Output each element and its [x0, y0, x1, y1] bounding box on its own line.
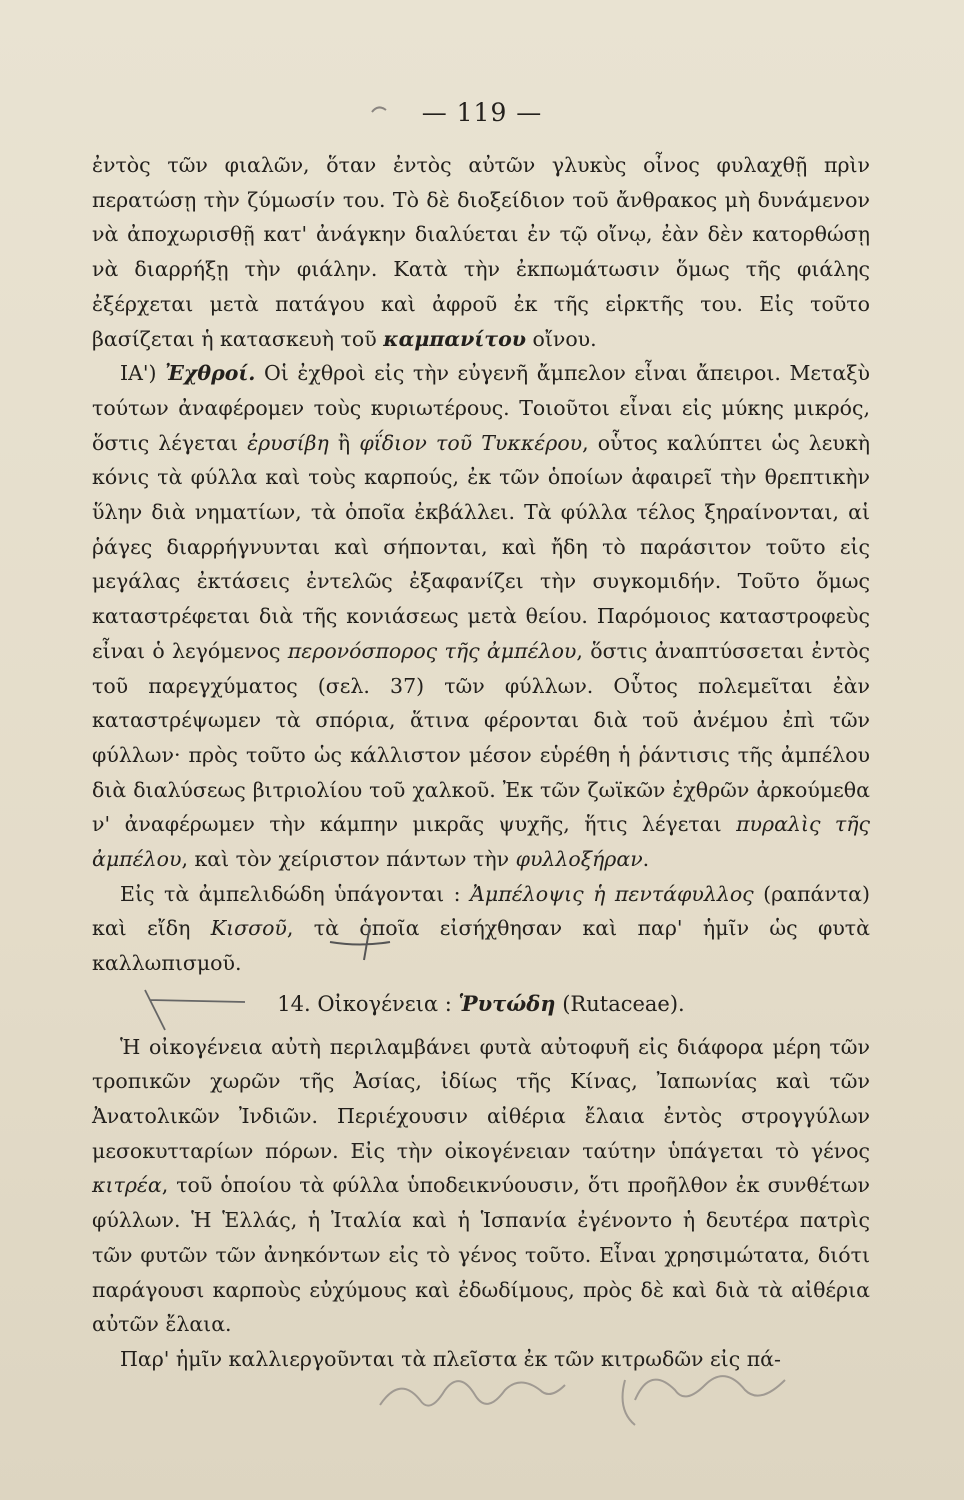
pencil-mark-top [372, 107, 386, 112]
term-kampanitou: καμπανίτου [383, 326, 526, 351]
paragraph-rutaceae: Ἡ οἰκογένεια αὐτὴ περιλαμβάνει φυτὰ αὐτοφυῆ εἰς διάφορα μέρη τῶν τροπικῶν χωρῶν τῆς Ἀσίας, ἰδίως τῆς Κίνας, Ἰαπωνίας καὶ τῶν Ἀνατολικῶν Ἰνδιῶν. Περιέχουσιν αἰθέρια ἔλαια ἐντὸς στρογγύλων μεσοκυτταρίων πόρων. Εἰς τὴν οἰκογένειαν ταύτην ὑπάγεται τὸ γένος κιτρέα, τοῦ ὁποίου τὰ φύλλα ὑποδεικνύουσιν, ὅτι προῆλθον ἐκ συνθέτων φύλλων. Ἡ Ἑλλάς, ἡ Ἰταλία καὶ ἡ Ἱσπανία ἐγένοντο ἡ δευτέρα πατρὶς τῶν φυτῶν τῶν ἀνηκόντων εἰς τὸ γένος τοῦτο. Εἶναι χρησιμώτατα, διότι παράγουσι καρποὺς εὐχύμους καὶ ἐδωδίμους, πρὸς δὲ καὶ διὰ τὰ αἰθέρια αὐτῶν ἔλαια. [92, 1034, 870, 1337]
heading-enemies: Ἐχθροί. [165, 361, 256, 386]
paragraph-last: Παρ' ἡμῖν καλλιεργοῦνται τὰ πλεῖστα ἐκ τῶν κιτρωδῶν εἰς πά- [120, 1346, 781, 1371]
pencil-mark-mid [330, 925, 390, 960]
paragraph-1: ἐντὸς τῶν φιαλῶν, ὅταν ἐντὸς αὐτῶν γλυκὺς οἶνος φυλαχθῇ πρὶν περατώσῃ τὴν ζύμωσίν του. Τὸ δὲ διοξείδιον τοῦ ἄνθρακος μὴ δυνάμενον νὰ ἀποχωρισθῇ κατ' ἀνάγκην διαλύεται ἐν τῷ οἴνῳ, ἐὰν δὲν κατορθώσῃ νὰ διαρρήξῃ τὴν φιάλην. Κατὰ τὴν ἐκπωμάτωσιν ὅμως τῆς φιάλης ἐξέρχεται μετὰ πατάγου καὶ ἀφροῦ ἐκ τῆς εἱρκτῆς του. Εἰς τοῦτο βασίζεται ἡ κατασκευὴ τοῦ καμπανίτου οἴνου. [92, 153, 870, 351]
paragraph-ampelidode: Εἰς τὰ ἀμπελιδώδη ὑπάγονται : Ἀμπέλοψις ἡ πεντάφυλλος (ραπάντα) καὶ εἴδη Κισσοῦ, τὰ ὁποῖα εἰσήχθησαν καὶ παρ' ἡμῖν ὡς φυτὰ καλλωπισμοῦ. [92, 881, 871, 976]
page-number: — 119 — [421, 98, 543, 127]
paragraph-enemies: ΙΑ') Ἐχθροί. Οἱ ἐχθροὶ εἰς τὴν εὐγενῆ ἄμπελον εἶναι ἄπειροι. Μεταξὺ τούτων ἀναφέρομεν τοὺς κυριωτέρους. Τοιοῦτοι εἶναι εἰς μύκης μικρός, ὅστις λέγεται ἐρυσίβη ἢ φΐδιον τοῦ Τυκκέρου, οὗτος καλύπτει ὡς λευκὴ κόνις τὰ φύλλα καὶ τοὺς καρπούς, ἐκ τῶν ὁποίων ἀφαιρεῖ τὴν θρεπτικὴν ὕλην διὰ νηματίων, τὰ ὁποῖα ἐκβάλλει. Τὰ φύλλα τέλος ξηραίνονται, αἱ ῥάγες διαρρήγνυνται καὶ σήπονται, καὶ ἤδη τὸ παράσιτον τοῦτο εἰς μεγάλας ἐκτάσεις ἐντελῶς ἐξαφανίζει τὴν συγκομιδήν. Τοῦτο ὅμως καταστρέφεται διὰ τῆς κονιάσεως μετὰ θείου. Παρόμοιος καταστροφεὺς εἶναι ὁ λεγόμενος περονόσπορος τῆς ἀμπέλου, ὅστις ἀναπτύσσεται ἐντὸς τοῦ παρεγχύματος (σελ. 37) τῶν φύλλων. Οὗτος πολεμεῖται ἐὰν καταστρέψωμεν τὰ σπόρια, ἅτινα φέρονται διὰ τοῦ ἀνέμου ἐπὶ τῶν φύλλων· πρὸς τοῦτο ὡς κάλλιστον μέσον εὑρέθη ἡ ῥάντισις τῆς ἀμπέλου διὰ διαλύσεως βιτριολίου τοῦ χαλκοῦ. Ἐκ τῶν ζωϊκῶν ἐχθρῶν ἀρκούμεθα ν' ἀναφέρωμεν τὴν κάμπην μικρᾶς ψυχῆς, ἥτις λέγεται πυραλὶς τῆς ἀμπέλου, καὶ τὸν χείριστον πάντων τὴν φυλλοξήραν. [92, 361, 870, 872]
pencil-mark-section [145, 990, 245, 1030]
handwritten-signatures [370, 1360, 820, 1440]
section-heading: 14. Οἰκογένεια : Ῥυτώδη (Rutaceae). [277, 990, 685, 1016]
